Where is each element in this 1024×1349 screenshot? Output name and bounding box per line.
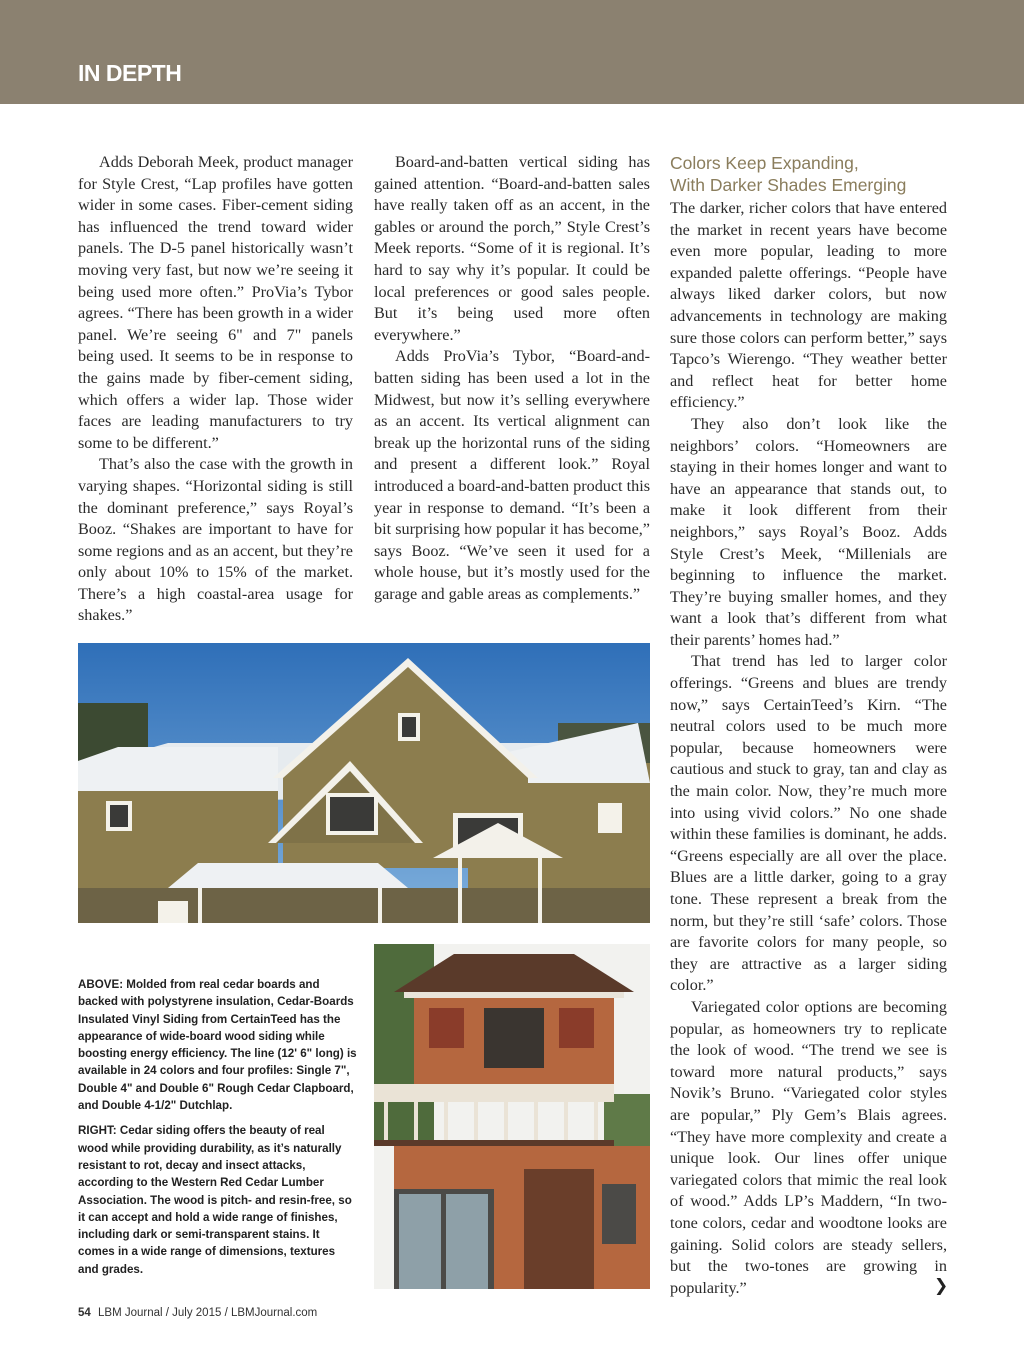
caption-above: ABOVE: Molded from real cedar boards and backed with polystyrene insulation, Cedar-Boards Insulated Vinyl Siding from CertainTeed has the appearance of wide-board wood siding while boosting energy efficiency. The line (12' 6" long) is available in 24 colors and four profiles: Single 7", Double 4" and Double 6" Rough Cedar Clapboard, and Double 4-1/2" Dutchlap. (78, 978, 357, 1113)
body-paragraph: Variegated color options are becoming popular, as homeowners try to replicate the look of wood. “The trend we see is toward more natural products,” says Novik’s Bruno. “Variegated color styles are popular,” Ply Gem’s Blais agrees. “They have more complexity and create a unique look. Our lines offer unique variegated colors that mimic the real look of wood.” Adds LP’s Maddern, “In two-tone colors, cedar and woodtone looks are gaining. Solid colors are steady sellers, but the two-tones are growing in popularity.” (670, 997, 947, 1297)
section-label: IN DEPTH (78, 60, 182, 86)
page-number: 54 (78, 1307, 91, 1319)
body-paragraph: The darker, richer colors that have entered the market in recent years have become even more popular, leading to more expanded palette offerings. “People have always liked darker colors, but now advancements in technology are making sure those colors can perform better,” says Tapco’s Wierengo. “They weather better and reflect heat for better home efficiency.” (670, 199, 947, 412)
body-paragraph: That’s also the case with the growth in varying shapes. “Horizontal siding is still the dominant preference,” says Royal’s Booz. “Shakes are important to have for some regions and as an accent, but they’re only about 10% to 15% of the market. There’s a high coastal-area usage for shakes.” (78, 455, 353, 625)
page-footer (78, 1307, 317, 1319)
caption-right: RIGHT: Cedar siding offers the beauty of real wood while providing durability, as it’s naturally resistant to rot, decay and insect attacks, according to the Western Red Cedar Lumber Association. The wood is pitch- and resin-free, so it can accept and hold a wide range of finishes, including dark or semi-transparent stains. It comes in a wide range of dimensions, textures and grades. (78, 1124, 352, 1276)
continue-arrow-icon: ❯ (934, 1276, 949, 1296)
subhead (670, 152, 947, 196)
body-paragraph: They also don’t look like the neighbors’ colors. “Homeowners are staying in their homes longer and want to have an appearance that stands out, to make it look different from their neighbors,” says Royal’s Booz. Adds Style Crest’s Meek, “Millenials are beginning to influence the market. They’re buying smaller homes, and they want a look that’s different from what their parents’ homes had.” (670, 414, 947, 649)
cedar-siding-photo (374, 944, 650, 1289)
subhead-line: Colors Keep Expanding, (670, 153, 859, 173)
body-paragraph: Adds Deborah Meek, product manager for Style Crest, “Lap profiles have gotten wider in some cases. Fiber-cement siding has influenced the trend toward wider panels. The D-5 panel historically wasn’t moving very fast, but now we’re seeing it being used more often.” ProVia’s Tybor agrees. “There has been growth in a wider panel. We’re seeing 6" and 7" panels being used. It seems to be in response to the gains made by fiber-cement siding, which offers a wider lap. Those wider faces are leading manufacturers to try some to be different.” (78, 153, 353, 452)
photo-captions (78, 976, 358, 1286)
subhead-line: With Darker Shades Emerging (670, 175, 907, 195)
body-paragraph: That trend has led to larger color offerings. “Greens and blues are trendy now,” says CertainTeed’s Kirn. “The neutral colors used to be much more popular, because homeowners were cautious and stuck to gray, tan and clay as the main color. Now, they’re much more into using vivid colors.” No one shade within these families is dominant, he adds. “Greens especially are all over the place. Blues are a little darker, going to a gray tone. These represent a break from the norm, but they’re still ‘safe’ colors. Those are favorite colors for many people, so they are attractive as a larger siding color.” (670, 652, 947, 995)
column-3 (670, 152, 947, 1299)
body-paragraph: Board-and-batten vertical siding has gained attention. “Board-and-batten sales have really taken off as an accent, in the gables or around the porch,” Style Crest’s Meek reports. “Some of it is regional. It’s hard to say why it’s popular. It could be local preferences or good sales people. But it’s being used more often everywhere.” (374, 153, 650, 344)
house-siding-photo (78, 643, 650, 923)
footer-text: LBM Journal / July 2015 / LBMJournal.com (98, 1307, 318, 1319)
body-paragraph: Adds ProVia’s Tybor, “Board-and-batten siding has been used a lot in the Midwest, but now it’s selling everywhere as an accent. Its vertical alignment can break up the horizontal runs of the siding and present a different look.” Royal introduced a board-and-batten product this year in response to demand. “It’s been a bit surprising how popular it has become,” says Booz. “We’ve seen it used for a whole house, but it’s mostly used for the garage and gable areas as complements.” (374, 347, 650, 603)
column-1 (78, 152, 353, 627)
header-band (0, 0, 1024, 104)
column-2 (374, 152, 650, 605)
